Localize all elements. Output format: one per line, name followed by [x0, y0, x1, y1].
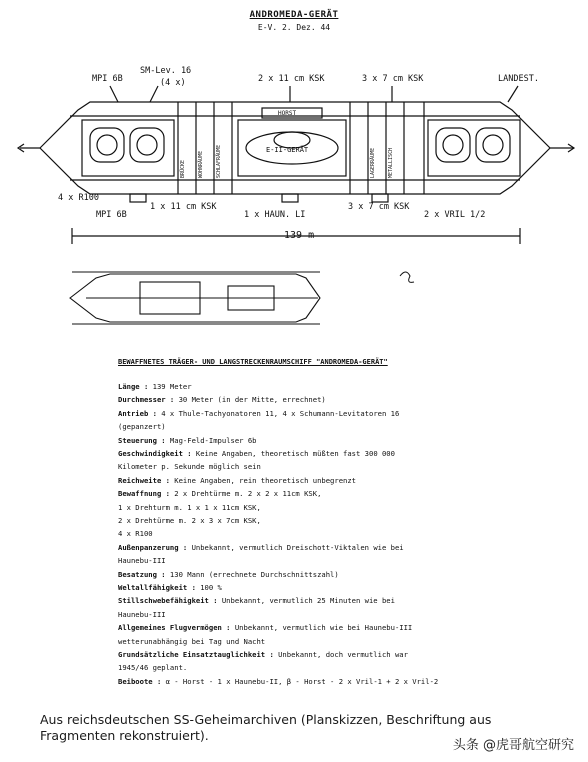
- spec-key: Besatzung :: [118, 569, 166, 579]
- spec-value: 1945/46 geplant.: [118, 663, 188, 673]
- ship-side-plan: [0, 80, 588, 270]
- spec-key: Beiboote :: [118, 676, 162, 686]
- spec-row: [118, 395, 326, 404]
- vril-label: 2 x VRIL 1/2: [424, 210, 486, 220]
- spec-value: Mag-Feld-Impulser 6b: [165, 435, 257, 445]
- spec-value: Unbekannt, doch vermutlich war: [273, 650, 408, 659]
- spec-row: [118, 596, 395, 605]
- spec-key: Durchmesser :: [118, 395, 175, 405]
- svg-text:SCHLAFRÄUME: SCHLAFRÄUME: [216, 144, 222, 178]
- svg-text:LAGERRÄUME: LAGERRÄUME: [370, 147, 376, 178]
- spec-row: [118, 409, 399, 418]
- document-title: ANDROMEDA-GERÄT: [249, 10, 339, 20]
- spec-row: [118, 556, 166, 565]
- svg-text:BRÜCKE: BRÜCKE: [180, 159, 186, 178]
- spec-row: [118, 476, 356, 485]
- spec-value: 4 x R100: [118, 529, 153, 539]
- spec-value: 100 %: [195, 583, 222, 592]
- spec-row: [118, 489, 321, 498]
- spec-key: Länge :: [118, 382, 149, 391]
- spec-value: 2 x Drehtürme m. 2 x 3 x 7cm KSK,: [118, 516, 261, 525]
- spec-key: Antrieb :: [118, 408, 157, 418]
- spec-value: 4 x Thule-Tachyonatoren 11, 4 x Schumann-Levitatoren 16: [156, 408, 400, 418]
- sm-lev-label: SM-Lev. 16: [140, 66, 192, 76]
- spec-row: [118, 623, 412, 632]
- spec-row: [118, 583, 222, 592]
- mpi-top-label: MPI 6B: [92, 74, 123, 84]
- spec-value: Kilometer p. Sekunde möglich sein: [118, 462, 261, 472]
- ksk-7-bottom-label: 3 x 7 cm KSK: [348, 202, 410, 212]
- spec-value: Haunebu-III: [118, 556, 166, 566]
- spec-value: 139 Meter: [148, 382, 192, 391]
- spec-row: [118, 462, 261, 471]
- spec-value: Unbekannt, vermutlich Dreischott-Viktalen wie bei: [187, 542, 404, 552]
- spec-key: Geschwindigkeit :: [118, 449, 192, 458]
- spec-title: BEWAFFNETES TRÄGER- UND LANGSTRECKENRAUMSCHIFF "ANDROMEDA-GERÄT": [118, 358, 388, 366]
- spec-row: [118, 503, 261, 512]
- mpi-bottom-label: MPI 6B: [96, 210, 127, 220]
- watermark: 头条 @虎哥航空研究: [452, 738, 574, 753]
- spec-row: [118, 637, 265, 646]
- sm-lev-count-label: (4 x): [160, 78, 186, 88]
- spec-key: Außenpanzerung :: [118, 542, 188, 552]
- spec-row: [118, 610, 166, 619]
- length-dimension-label: 139 m: [284, 230, 315, 241]
- spec-row: [118, 422, 166, 431]
- landest-label: LANDEST.: [498, 74, 539, 84]
- document-header: [0, 10, 588, 32]
- spec-key: Grundsätzliche Einsatztauglichkeit :: [118, 650, 274, 659]
- center-craft-label: E-II-GERÄT: [266, 146, 309, 154]
- spec-value: Haunebu-III: [118, 609, 166, 619]
- spec-value: 130 Mann (errechnete Durchschnittszahl): [165, 569, 339, 579]
- ksk-11-label: 2 x 11 cm KSK: [258, 74, 325, 84]
- spec-row: [118, 516, 261, 525]
- spec-row: [118, 677, 438, 686]
- spec-row: [118, 449, 395, 458]
- spec-row: [118, 570, 339, 579]
- spec-row: [118, 663, 187, 672]
- ksk-11-bottom-label: 1 x 11 cm KSK: [150, 202, 217, 212]
- spec-row: [118, 529, 153, 538]
- svg-text:METALLISCH: METALLISCH: [388, 147, 394, 178]
- spec-value: 2 x Drehtürme m. 2 x 2 x 11cm KSK,: [169, 489, 322, 499]
- spec-value: Keine Angaben, rein theoretisch unbegrenzt: [169, 475, 357, 485]
- spec-row: [118, 650, 408, 659]
- spec-key: Reichweite :: [118, 475, 170, 485]
- r100-label: 4 x R100: [58, 193, 99, 203]
- spec-key: Steuerung :: [118, 435, 166, 445]
- spec-value: Unbekannt, vermutlich wie bei Haunebu-III: [230, 623, 413, 633]
- spec-key: Weltallfähigkeit :: [118, 583, 196, 592]
- ksk-7-label: 3 x 7 cm KSK: [362, 74, 424, 84]
- spec-value: 30 Meter (in der Mitte, errechnet): [174, 395, 326, 405]
- spec-value: α - Horst - 1 x Haunebu-II, β - Horst - 2 x Vril-1 + 2 x Vril-2: [161, 676, 439, 686]
- caption: Aus reichsdeutschen SS-Geheimarchiven (Planskizzen, Beschriftung aus Fragmenten rekonstruiert).: [40, 712, 492, 743]
- ship-top-plan: [0, 262, 588, 342]
- spec-key: Bewaffnung :: [118, 489, 170, 499]
- spec-value: wetterunabhängig bei Tag und Nacht: [118, 636, 266, 646]
- horst-label: HORST: [278, 110, 297, 117]
- spec-value: 1 x Drehturm m. 1 x 1 x 11cm KSK,: [118, 502, 261, 512]
- spec-key: Stillschwebefähigkeit :: [118, 596, 218, 606]
- spec-row: [118, 436, 256, 445]
- haun-label: 1 x HAUN. LI: [244, 210, 306, 220]
- spec-row: [118, 543, 404, 552]
- spec-value: Unbekannt, vermutlich 25 Minuten wie bei: [217, 596, 395, 606]
- spec-value: Keine Angaben, theoretisch müßten fast 300 000: [191, 449, 395, 458]
- document-date: E-V. 2. Dez. 44: [257, 23, 331, 32]
- spec-value: (gepanzert): [118, 422, 166, 432]
- spec-row: [118, 382, 192, 391]
- spec-key: Allgemeines Flugvermögen :: [118, 623, 231, 633]
- svg-text:WOHNRÄUME: WOHNRÄUME: [198, 150, 204, 178]
